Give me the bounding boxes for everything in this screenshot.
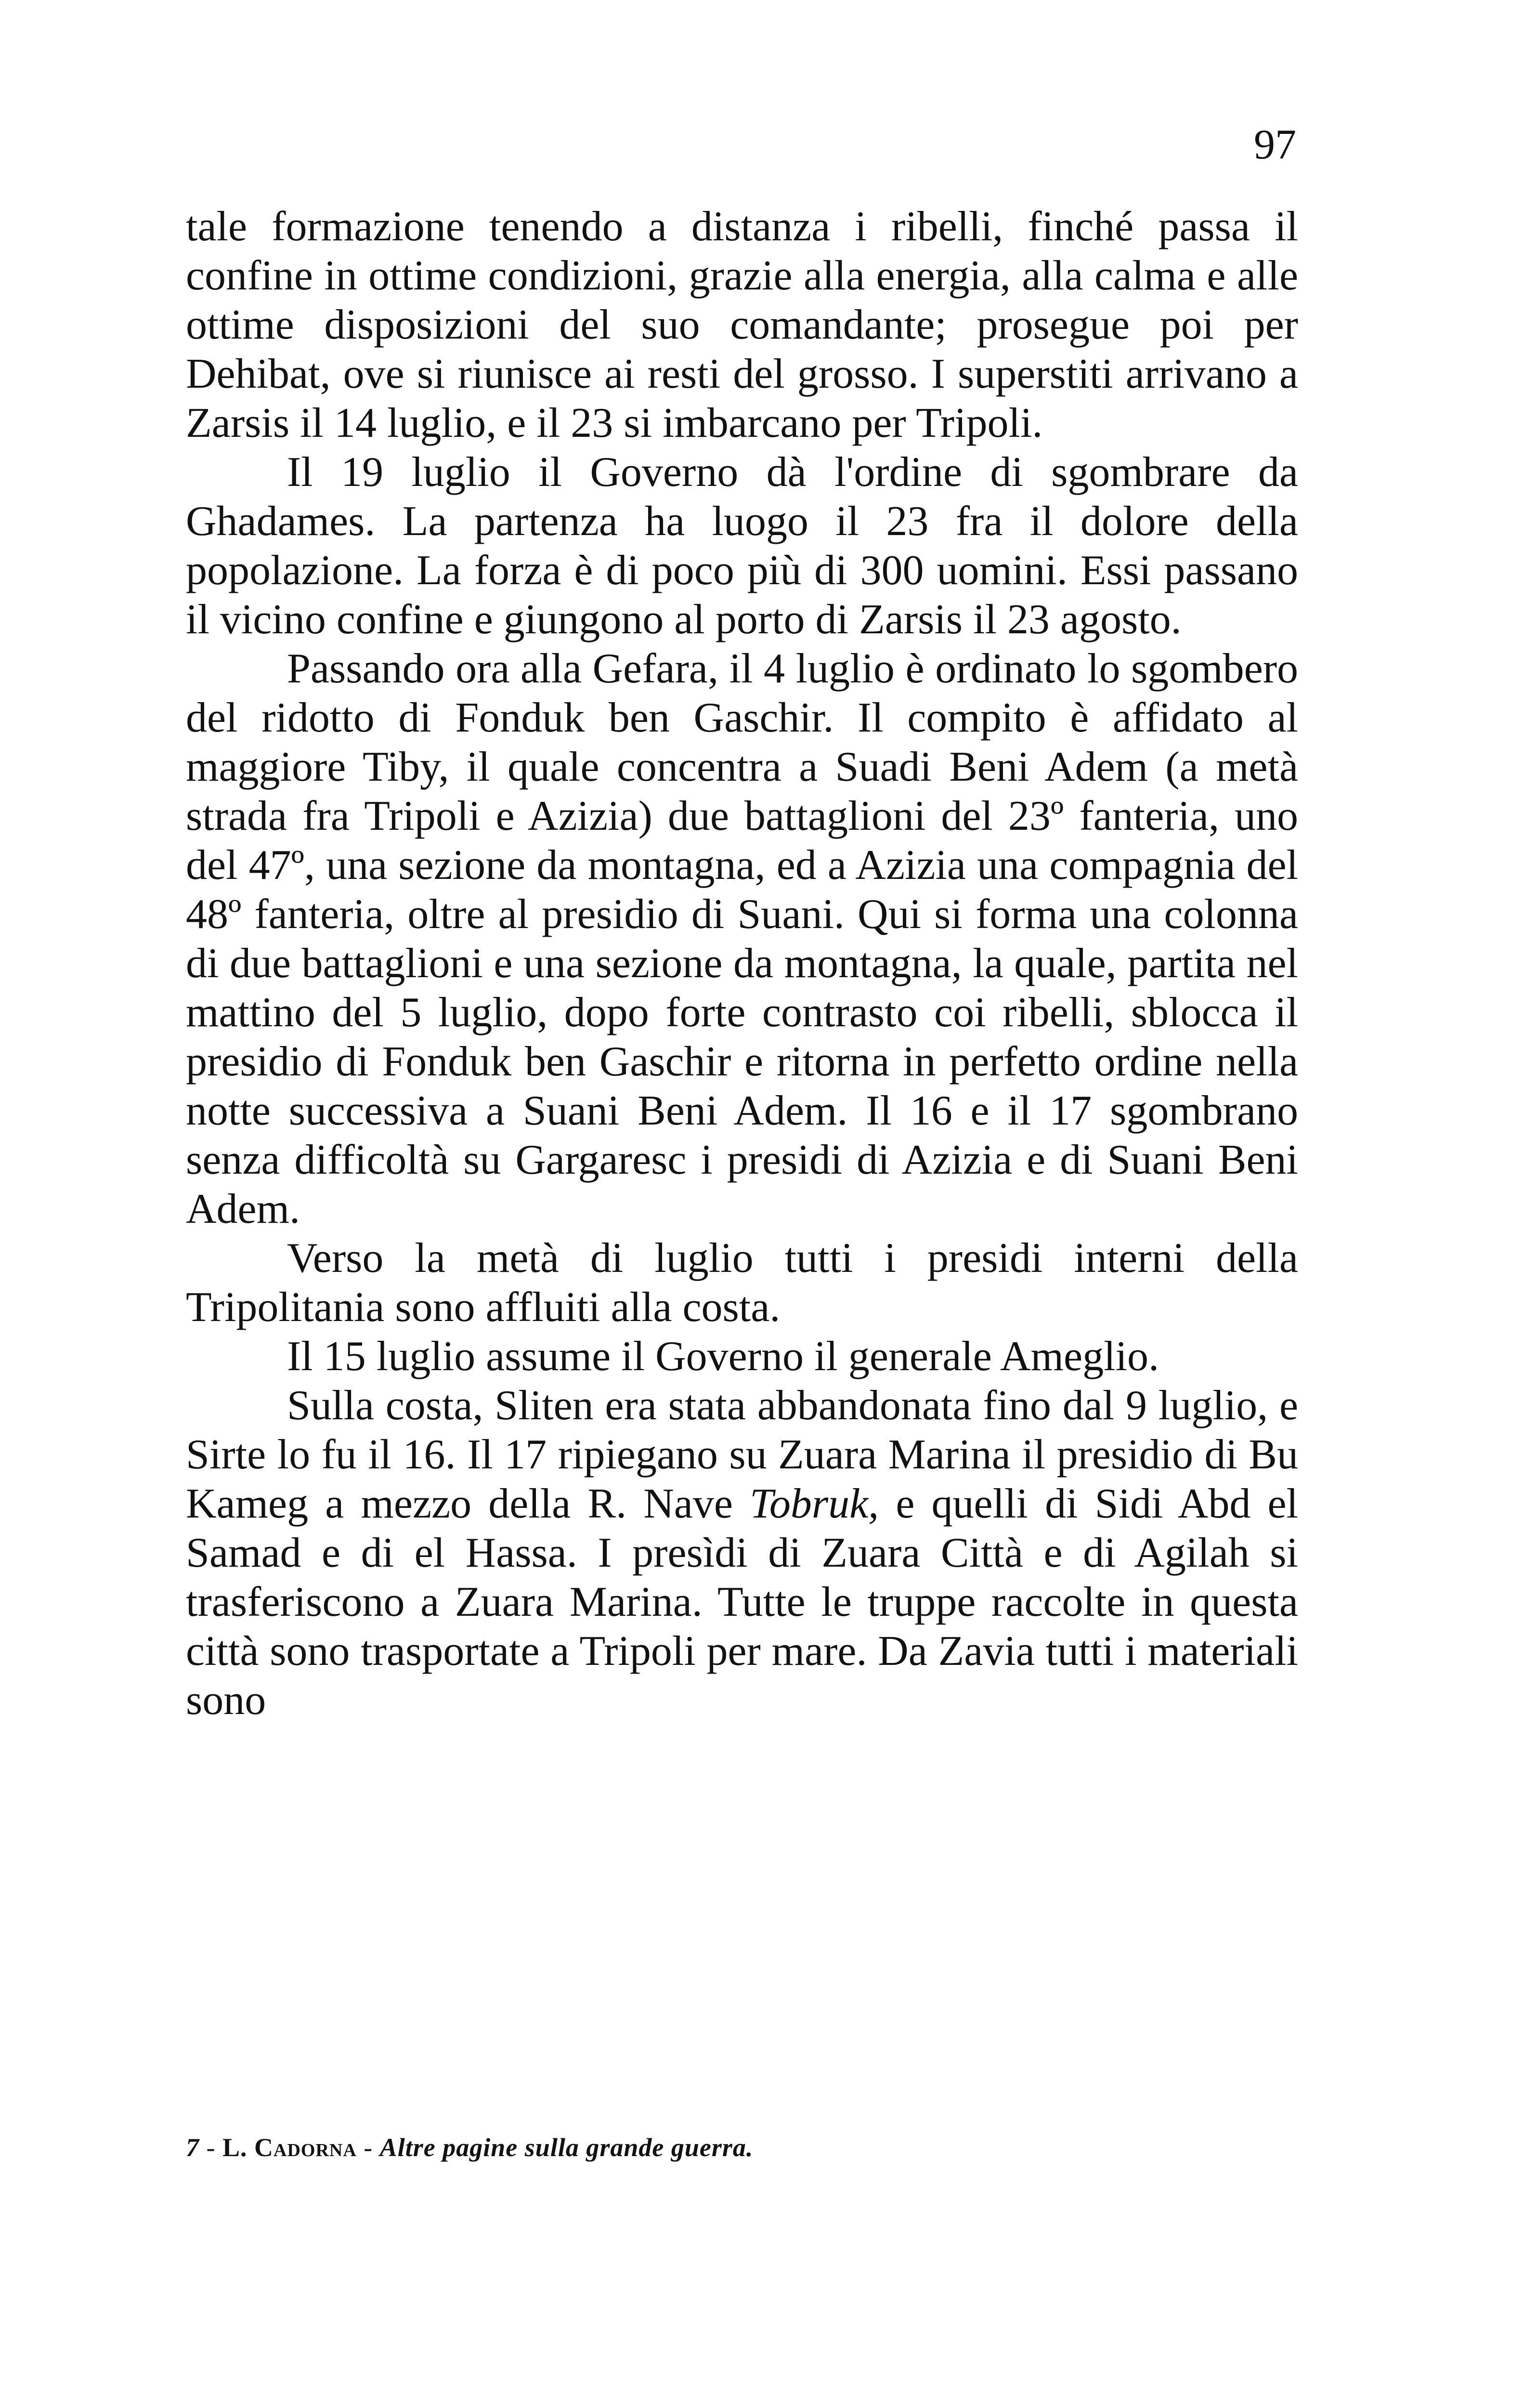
paragraph-1: tale formazione tenendo a distanza i ribelli, finché passa il confine in ottime condizioni, grazie alla energia, alla calma e alle ottime disposizioni del suo comandante; prosegue poi per Dehibat, ove si riunisce ai resti del grosso. I superstiti arrivano a Zarsis il 14 luglio, e il 23 si imbarcano per Tripoli. [186,203,1298,446]
body-text [186,202,1298,1725]
footer-separator-1: - [206,2133,216,2162]
paragraph-5: Il 15 luglio assume il Governo il generale Ameglio. [287,1333,1159,1380]
paragraph-2: Il 19 luglio il Governo dà l'ordine di sgombrare da Ghadames. La partenza ha luogo il 23 fra il dolore della popolazione. La forza è di poco più di 300 uomini. Essi passano il vicino confine e giungono al porto di Zarsis il 23 agosto. [186,449,1298,643]
footer-separator-2: - [364,2133,373,2162]
footer-title: Altre pagine sulla grande guerra. [379,2133,754,2162]
paragraph-4: Verso la metà di luglio tutti i presidi interni della Tripolitania sono affluiti alla costa. [186,1235,1298,1331]
footer-signature: 7 [186,2133,199,2162]
paragraph-6-text-after: e quelli di Sidi Abd el Samad e di el Hassa. I presìdi di Zuara Città e di Agilah si trasferiscono a Zuara Marina. Tutte le truppe raccolte in questa città sono trasportate a Tripoli per mare. Da Zavia tutti i materiali sono [186,1480,1298,1724]
page-number: 97 [1254,121,1296,168]
paragraph-6 [186,1381,1298,1725]
ship-name: Tobruk, [750,1480,879,1527]
footer [186,2133,753,2162]
footer-author: L. Cadorna [222,2133,357,2162]
paragraph-6-text-before: Sulla costa, Sliten era stata abbandonata fino dal 9 luglio, e Sirte lo fu il 16. Il 17 ripiegano su Zuara Marina il presidio di Bu Kameg a mezzo della R. Nave [186,1382,1298,1527]
paragraph-3: Passando ora alla Gefara, il 4 luglio è ordinato lo sgombero del ridotto di Fonduk ben Gaschir. Il compito è affidato al maggiore Tiby, il quale concentra a Suadi Beni Adem (a metà strada fra Tripoli e Azizia) due battaglioni del 23º fanteria, uno del 47º, una sezione da montagna, ed a Azizia una compagnia del 48º fanteria, oltre al presidio di Suani. Qui si forma una colonna di due battaglioni e una sezione da montagna, la quale, partita nel mattino del 5 luglio, dopo forte contrasto coi ribelli, sblocca il presidio di Fonduk ben Gaschir e ritorna in perfetto ordine nella notte successiva a Suani Beni Adem. Il 16 e il 17 sgombrano senza difficoltà su Gargaresc i presidi di Azizia e di Suani Beni Adem. [186,645,1298,1232]
